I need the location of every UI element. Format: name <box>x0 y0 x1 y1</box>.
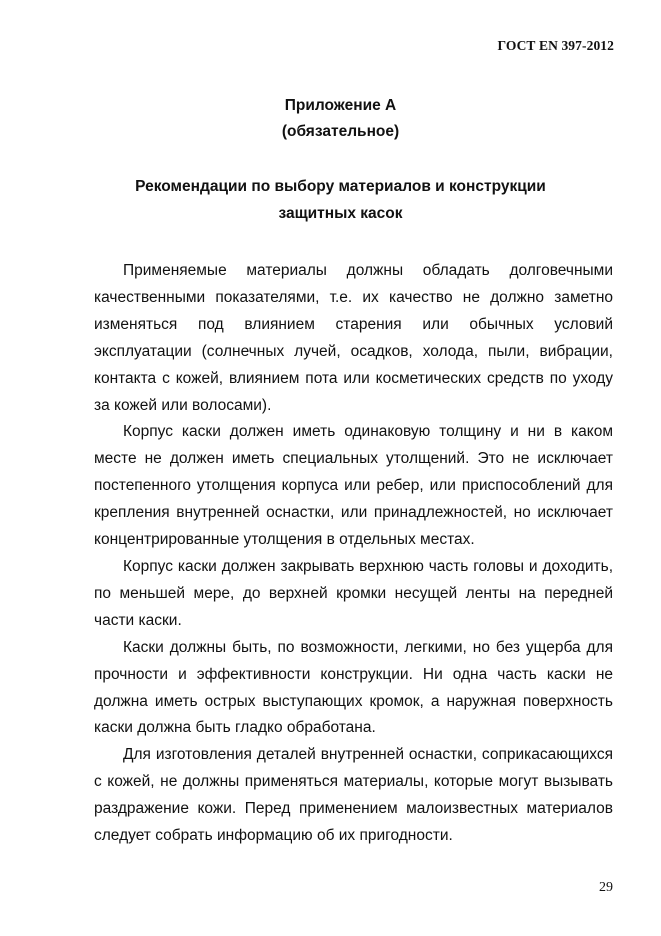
paragraph-harness-materials: Для изготовления деталей внутренней оснастки, соприкасающихся с кожей, не должны применяться материалы, которые могут вызывать раздражение кожи. Перед применением малоизвестных материалов следует собрать информацию об их пригодности. <box>94 746 613 845</box>
paragraph-shell-thickness: Корпус каски должен иметь одинаковую толщину и ни в каком месте не должен иметь специальных утолщений. Это не исключает постепенного утолщения корпуса или ребер, или приспособлений для крепления внутренней оснастки, или принадлежностей, но исключает концентрированные утолщения в отдельных местах. <box>94 423 613 549</box>
standard-code: ГОСТ EN 397-2012 <box>497 38 614 53</box>
paragraph-shell-coverage: Корпус каски должен закрывать верхнюю часть головы и доходить, по меньшей мере, до верхней кромки несущей ленты на передней части каски. <box>94 557 613 629</box>
paragraph-materials-durability: Применяемые материалы должны обладать долговечными качественными показателями, т.е. их качество не должно заметно изменяться под влиянием старения или обычных условий эксплуатации (солнечных лучей, осадков, холода, пыли, вибрации, контакта с кожей, влиянием пота или косметических средств по уходу за кожей или волосами). <box>94 262 613 414</box>
paragraph-weight-and-edges: Каски должны быть, по возможности, легкими, но без ущерба для прочности и эффективности конструкции. Ни одна часть каски не должна иметь острых выступающих кромок, а наружная поверхность каски должна быть гладко обработана. <box>94 638 613 737</box>
annex-status: (обязательное) <box>281 123 400 140</box>
page-number: 29 <box>599 880 613 895</box>
document-title-line-1: Рекомендации по выбору материалов и конструкции <box>135 178 546 195</box>
body-text <box>94 258 613 850</box>
document-title-line-2: защитных касок <box>278 205 403 222</box>
annex-title: Приложение А <box>284 97 397 114</box>
